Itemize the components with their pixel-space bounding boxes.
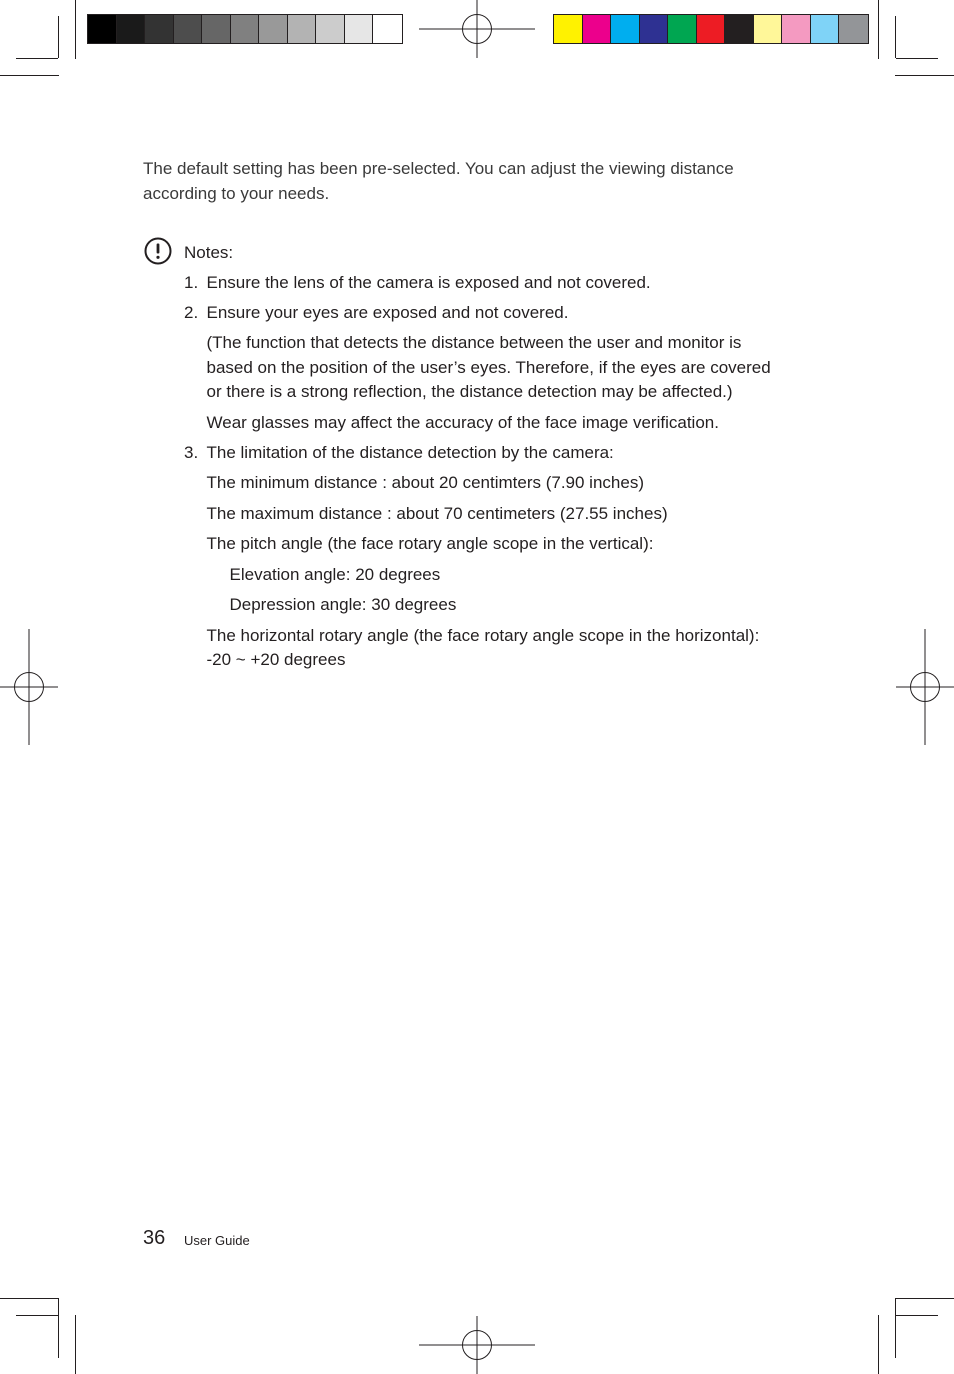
- max-distance-text: The maximum distance : about 70 centimeters (27.55 inches): [206, 503, 668, 523]
- color-swatch: [288, 15, 317, 43]
- color-swatch: [202, 15, 231, 43]
- notes-list: [184, 271, 784, 679]
- elevation-angle-text: Elevation angle: 20 degrees: [229, 564, 441, 584]
- color-swatch: [725, 15, 754, 43]
- registration-mark-right: [896, 629, 954, 745]
- list-item-number: 3.: [184, 443, 199, 462]
- color-swatch: [145, 15, 174, 43]
- color-swatch: [231, 15, 260, 43]
- color-swatch: [117, 15, 146, 43]
- list-item: [184, 301, 784, 326]
- color-swatch: [259, 15, 288, 43]
- color-swatch: [373, 15, 402, 43]
- color-swatch: [811, 15, 840, 43]
- list-item: [184, 271, 784, 296]
- horizontal-angle-text: The horizontal rotary angle (the face rotary angle scope in the horizontal): -20 ~ +20 degrees: [206, 625, 760, 669]
- pitch-angle-text: The pitch angle (the face rotary angle scope in the vertical):: [206, 534, 654, 553]
- list-item: [184, 441, 784, 466]
- color-swatch: [316, 15, 345, 43]
- depression-angle-text: Depression angle: 30 degrees: [229, 595, 457, 614]
- glasses-note: Wear glasses may affect the accuracy of the face image verification.: [206, 412, 719, 432]
- list-item-text: Ensure your eyes are exposed and not covered.: [206, 303, 569, 322]
- page-number: 36: [143, 1227, 166, 1249]
- color-swatch: [345, 15, 374, 43]
- list-item-number: 2.: [184, 303, 199, 322]
- registration-mark-bottom: [419, 1316, 535, 1374]
- color-swatch: [754, 15, 783, 43]
- color-swatch: [174, 15, 203, 43]
- color-swatch: [640, 15, 669, 43]
- process-color-bar: [553, 14, 869, 44]
- registration-mark-left: [0, 629, 58, 745]
- list-item-number: 1.: [184, 273, 199, 292]
- color-swatch: [611, 15, 640, 43]
- color-swatch: [782, 15, 811, 43]
- color-swatch: [583, 15, 612, 43]
- grayscale-color-bar: [87, 14, 403, 44]
- notes-heading: Notes:: [184, 243, 234, 262]
- footer-label: User Guide: [184, 1233, 250, 1248]
- warning-circle-icon: [143, 236, 173, 266]
- list-item-text: Ensure the lens of the camera is exposed and not covered.: [206, 273, 651, 292]
- color-swatch: [554, 15, 583, 43]
- color-swatch: [839, 15, 868, 43]
- eye-detection-explanation: (The function that detects the distance between the user and monitor is based on the position of the user’s eyes. Therefore, if the eyes are covered or there is a strong reflection, the distance detection may be affected.): [206, 333, 771, 401]
- intro-paragraph: The default setting has been pre-selected. You can adjust the viewing distance according to your needs.: [143, 159, 734, 203]
- list-item-text: The limitation of the distance detection by the camera:: [206, 443, 614, 462]
- color-swatch: [88, 15, 117, 43]
- min-distance-text: The minimum distance : about 20 centimters (7.90 inches): [206, 473, 644, 492]
- color-swatch: [668, 15, 697, 43]
- color-swatch: [697, 15, 726, 43]
- registration-mark-top: [419, 0, 535, 60]
